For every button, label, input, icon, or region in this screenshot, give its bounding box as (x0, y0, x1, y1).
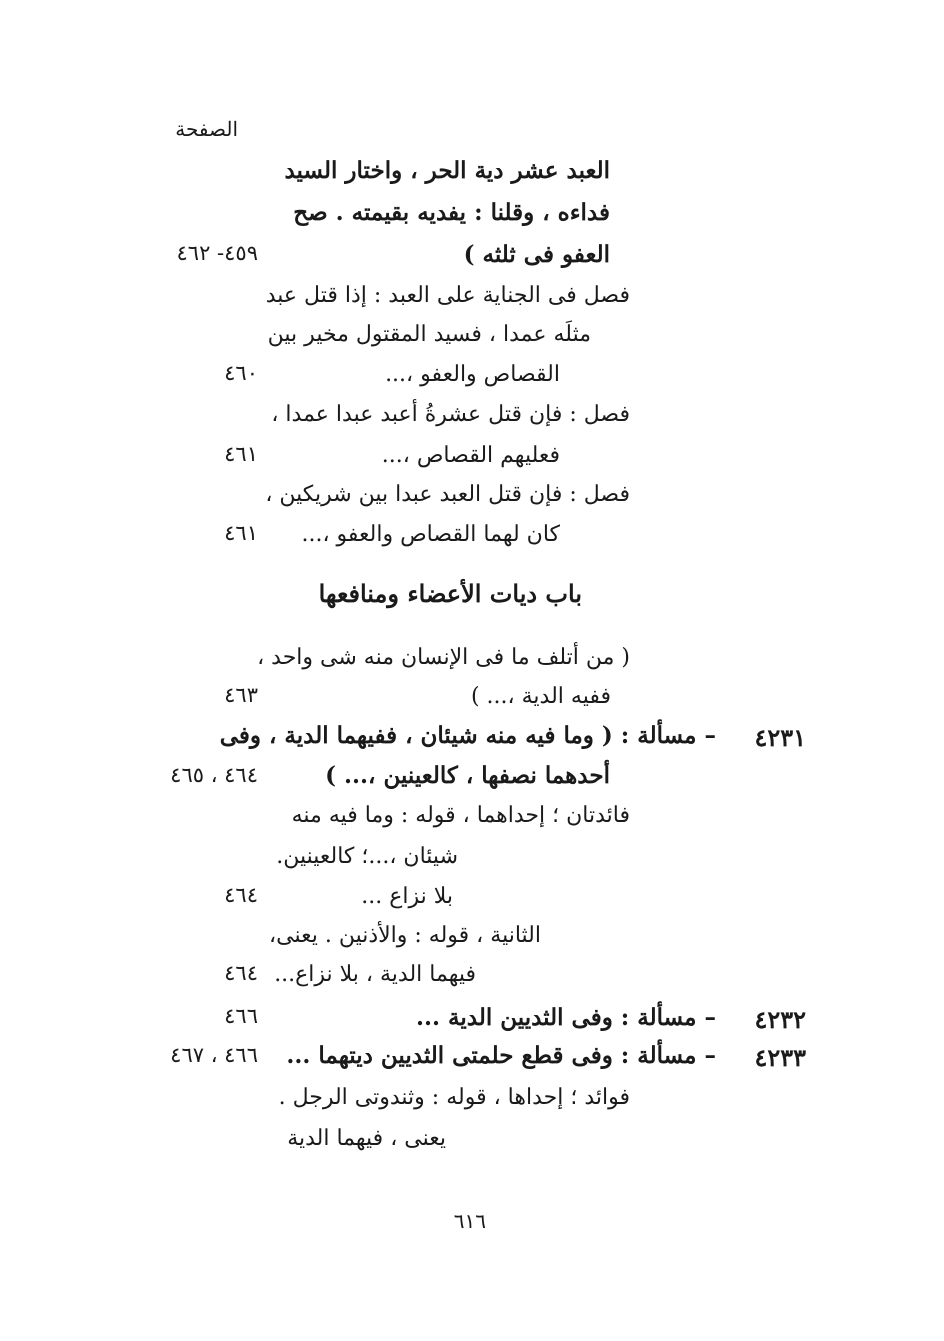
page-ref: ٤٦٠ (224, 361, 258, 385)
text-line: يعنى ، فيهما الدية (287, 1126, 446, 1151)
text-line: فائدتان ؛ إحداهما ، قوله : وما فيه منه (291, 803, 630, 828)
text-line: ففيه الدية ،... ) (470, 684, 611, 709)
page-ref: ٤٥٩- ٤٦٢ (176, 241, 258, 265)
text-line: فصل : فإن قتل عشرةُ أعبد عبدا عمدا ، (271, 402, 630, 427)
text-line: فصل : فإن قتل العبد عبدا بين شريكين ، (265, 482, 630, 507)
text-line: كان لهما القصاص والعفو ،... (301, 522, 560, 547)
text-line: العفو فى ثلثه ) (463, 241, 610, 268)
page-ref: ٤٦٣ (224, 683, 258, 707)
page-ref: ٤٦١ (224, 521, 258, 545)
section-heading: باب ديات الأعضاء ومنافعها (318, 579, 582, 608)
text-line: شيئان ،...؛ كالعينين. (276, 844, 458, 869)
text-line: بلا نزاع ... (361, 884, 453, 909)
text-line: – مسألة : ( وما فيه منه شيئان ، ففيهما الدية ، وفى (219, 722, 716, 749)
entry-number: ٤٢٣٢ (754, 1005, 806, 1034)
text-line: القصاص والعفو ،... (385, 362, 560, 387)
text-line: مثلَه عمدا ، فسيد المقتول مخير بين (267, 322, 591, 347)
text-line: أحدهما نصفها ، كالعينين ،... ) (325, 762, 610, 789)
text-line: ( من أتلف ما فى الإنسان منه شى واحد ، (257, 645, 630, 670)
page-ref: ٤٦٤ (224, 961, 258, 985)
page-ref: ٤٦٤ ، ٤٦٥ (170, 763, 258, 787)
text-line: فيهما الدية ، بلا نزاع... (274, 962, 476, 987)
text-line: – مسألة : وفى قطع حلمتى الثديين ديتهما ... (286, 1042, 716, 1069)
text-line: – مسألة : وفى الثديين الدية ... (416, 1004, 716, 1031)
text-line: فصل فى الجناية على العبد : إذا قتل عبد (265, 283, 630, 308)
page-header-label: الصفحة (175, 117, 238, 141)
entry-number: ٤٢٣١ (754, 723, 806, 752)
text-line: الثانية ، قوله : والأذنين . يعنى، (269, 923, 541, 948)
entry-number: ٤٢٣٣ (754, 1043, 806, 1072)
text-line: العبد عشر دية الحر ، واختار السيد (284, 157, 610, 184)
page-ref: ٤٦١ (224, 442, 258, 466)
text-line: فداءه ، وقلنا : يفديه بقيمته . صح (293, 199, 610, 226)
page-number: ٦١٦ (453, 1209, 486, 1233)
page-ref: ٤٦٦ (224, 1004, 258, 1028)
text-line: فوائد ؛ إحداها ، قوله : وثندوتى الرجل . (278, 1085, 630, 1110)
page-ref: ٤٦٤ (224, 883, 258, 907)
text-line: فعليهم القصاص ،... (381, 443, 560, 468)
page-ref: ٤٦٦ ، ٤٦٧ (170, 1043, 258, 1067)
